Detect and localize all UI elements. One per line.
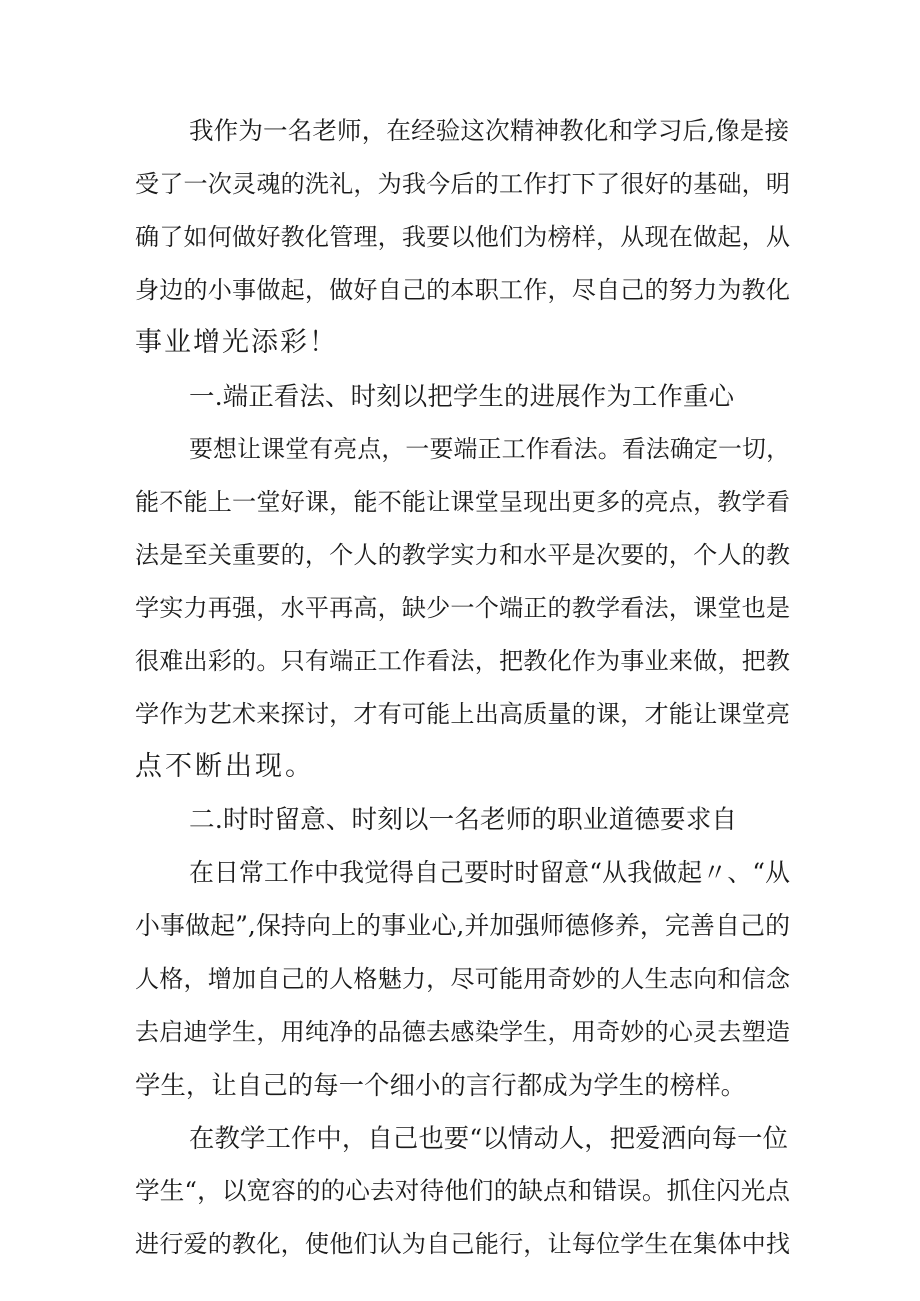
text-line: 在日常工作中我觉得自己要时时留意“从我做起〃、“从	[189, 858, 790, 887]
text-line: 我作为一名老师，在经验这次精神教化和学习后,像是接	[189, 116, 789, 145]
paragraph-section-3-line-2	[0, 1167, 920, 1215]
section-heading-2	[0, 796, 920, 844]
paragraph-section-2-line-3	[0, 955, 920, 1003]
paragraph-section-1-line-2	[0, 478, 920, 526]
text-line: 受了一次灵魂的洗礼，为我今后的工作打下了很好的基础，明	[135, 170, 790, 198]
text-line: 能不能上一堂好课，能不能让课堂呈现出更多的亮点，教学看	[135, 488, 790, 516]
paragraph-section-1-line-6	[0, 690, 920, 738]
section-heading-text: 一.端正看法、时刻以把学生的进展作为工作重心	[189, 381, 734, 411]
paragraph-section-2-line-5	[0, 1061, 920, 1109]
paragraph-section-2-line-1	[0, 849, 920, 897]
text-line: 进行爱的教化，使他们认为自己能行，让每位学生在集体中找	[135, 1230, 790, 1258]
paragraph-intro-line-1	[0, 107, 920, 155]
paragraph-intro-line-4	[0, 266, 920, 314]
text-line: 在教学工作中，自己也要“以情动人，把爱洒向每一位	[189, 1123, 788, 1153]
text-line: 学作为艺术来探讨，才有可能上出高质量的课，才能让课堂亮	[135, 700, 790, 728]
text-line: 学实力再强，水平再高，缺少一个端正的教学看法，课堂也是	[135, 594, 790, 622]
paragraph-section-1-line-7	[0, 743, 920, 791]
paragraph-section-1-line-1	[0, 425, 920, 473]
text-line: 身边的小事做起，做好自己的本职工作，尽自己的努力为教化	[135, 276, 790, 304]
text-line: 点不断出现。	[135, 751, 315, 782]
text-line: 学生，让自己的每一个细小的言行都成为学生的榜样。	[135, 1070, 746, 1100]
text-line: 小事做起”,保持向上的事业心,并加强师德修养，完善自己的	[135, 911, 790, 940]
text-line: 确了如何做好教化管理，我要以他们为榜样，从现在做起，从	[135, 223, 790, 251]
section-heading-1	[0, 372, 920, 420]
text-line: 人格，增加自己的人格魅力，尽可能用奇妙的人生志向和信念	[135, 965, 790, 993]
paragraph-intro-line-2	[0, 160, 920, 208]
text-line: 学生“，以宽容的的心去对待他们的缺点和错误。抓住闪光点	[135, 1176, 790, 1205]
text-line: 很难出彩的。只有端正工作看法，把教化作为事业来做，把教	[135, 647, 790, 675]
section-heading-text: 二.时时留意、时刻以一名老师的职业道德要求自	[189, 805, 737, 835]
paragraph-section-1-line-5	[0, 637, 920, 685]
text-line: 去启迪学生，用纯净的品德去感染学生，用奇妙的心灵去塑造	[135, 1018, 790, 1046]
paragraph-section-3-line-1	[0, 1114, 920, 1162]
text-line: 要想让课堂有亮点，一要端正工作看法。看法确定一切，	[189, 435, 790, 463]
paragraph-section-3-line-3	[0, 1220, 920, 1268]
text-line: 法是至关重要的，个人的教学实力和水平是次要的，个人的教	[135, 541, 790, 569]
paragraph-section-1-line-4	[0, 584, 920, 632]
paragraph-intro-line-5	[0, 319, 920, 367]
paragraph-intro-line-3	[0, 213, 920, 261]
text-line: 事业增光添彩！	[135, 327, 338, 358]
paragraph-section-2-line-4	[0, 1008, 920, 1056]
paragraph-section-2-line-2	[0, 902, 920, 950]
paragraph-section-1-line-3	[0, 531, 920, 579]
